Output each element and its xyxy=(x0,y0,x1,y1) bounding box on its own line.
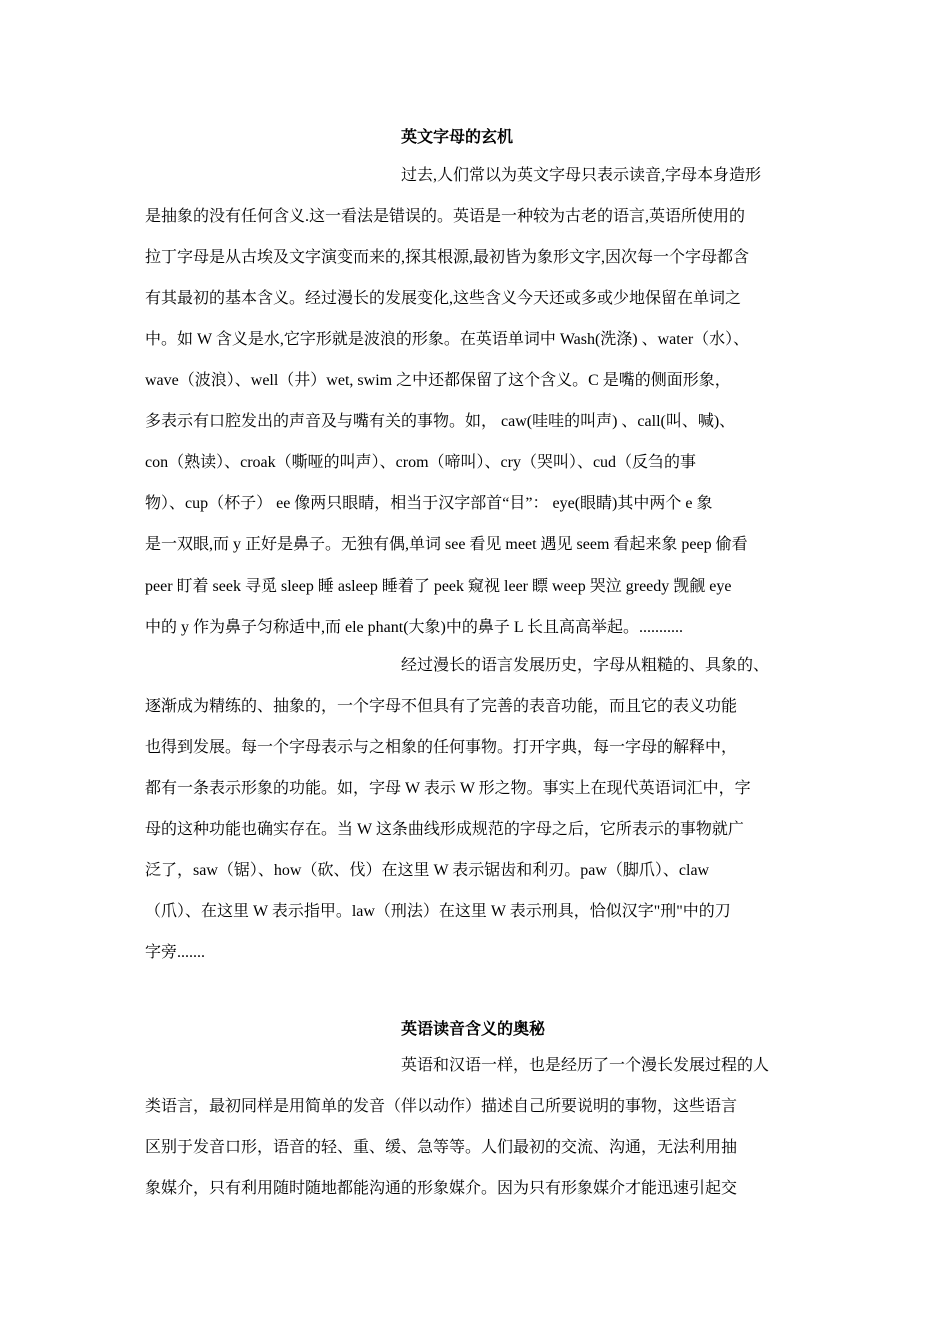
text-line: 中。如 W 含义是水,它字形就是波浪的形象。在英语单词中 Wash(洗涤) 、water（水）、 xyxy=(145,331,750,348)
text-line: 拉丁字母是从古埃及文字演变而来的,探其根源,最初皆为象形文字,因次每一个字母都含 xyxy=(145,249,750,266)
section-title: 英文字母的玄机 xyxy=(401,129,514,146)
text-line: （爪）、在这里 W 表示指甲。law（刑法）在这里 W 表示刑具，恰似汉字"刑"中的刀 xyxy=(145,903,731,920)
text-line: peer 盯着 seek 寻觅 sleep 睡 asleep 睡着了 peek 窥视 leer 瞟 weep 哭泣 greedy 觊觎 eye xyxy=(145,578,732,595)
text-line: 经过漫长的语言发展历史，字母从粗糙的、具象的、 xyxy=(401,657,770,674)
text-line: 都有一条表示形象的功能。如，字母 W 表示 W 形之物。事实上在现代英语词汇中，字 xyxy=(145,780,751,797)
text-line: 母的这种功能也确实存在。当 W 这条曲线形成规范的字母之后，它所表示的事物就广 xyxy=(145,821,744,838)
text-line: 多表示有口腔发出的声音及与嘴有关的事物。如， caw(哇哇的叫声) 、call(叫、喊)、 xyxy=(145,413,736,430)
text-line: 有其最初的基本含义。经过漫长的发展变化,这些含义今天还或多或少地保留在单词之 xyxy=(145,290,742,307)
text-line: 物）、cup（杯子） ee 像两只眼睛，相当于汉字部首“目”： eye(眼睛)其中两个 e 象 xyxy=(145,495,713,512)
text-line: 区别于发音口形，语音的轻、重、缓、急等等。人们最初的交流、沟通，无法利用抽 xyxy=(145,1139,738,1156)
text-line: 也得到发展。每一个字母表示与之相象的任何事物。打开字典，每一字母的解释中， xyxy=(145,739,738,756)
text-line: 象媒介，只有利用随时随地都能沟通的形象媒介。因为只有形象媒介才能迅速引起交 xyxy=(145,1180,738,1197)
text-line: 是抽象的没有任何含义.这一看法是错误的。英语是一种较为古老的语言,英语所使用的 xyxy=(145,208,746,225)
text-line: 过去,人们常以为英文字母只表示读音,字母本身造形 xyxy=(401,167,762,184)
text-line: 泛了，saw（锯）、how（砍、伐）在这里 W 表示锯齿和利刃。paw（脚爪）、claw xyxy=(145,862,710,879)
text-line: con（熟读）、croak（嘶哑的叫声）、crom（啼叫）、cry（哭叫）、cud（反刍的事 xyxy=(145,454,697,471)
text-line: 逐渐成为精练的、抽象的，一个字母不但具有了完善的表音功能，而且它的表义功能 xyxy=(145,698,738,715)
section-title: 英语读音含义的奥秘 xyxy=(401,1021,546,1038)
text-line: 字旁....... xyxy=(145,944,206,961)
text-line: 是一双眼,而 y 正好是鼻子。无独有偶,单词 see 看见 meet 遇见 seem 看起来象 peep 偷看 xyxy=(145,536,748,553)
text-line: 中的 y 作为鼻子匀称适中,而 ele phant(大象)中的鼻子 L 长且高高举起。........... xyxy=(145,619,684,636)
text-line: 英语和汉语一样，也是经历了一个漫长发展过程的人 xyxy=(401,1057,770,1074)
text-line: wave（波浪）、well（井）wet, swim 之中还都保留了这个含义。C 是嘴的侧面形象， xyxy=(145,372,731,389)
text-line: 类语言，最初同样是用简单的发音（伴以动作）描述自己所要说明的事物，这些语言 xyxy=(145,1098,738,1115)
